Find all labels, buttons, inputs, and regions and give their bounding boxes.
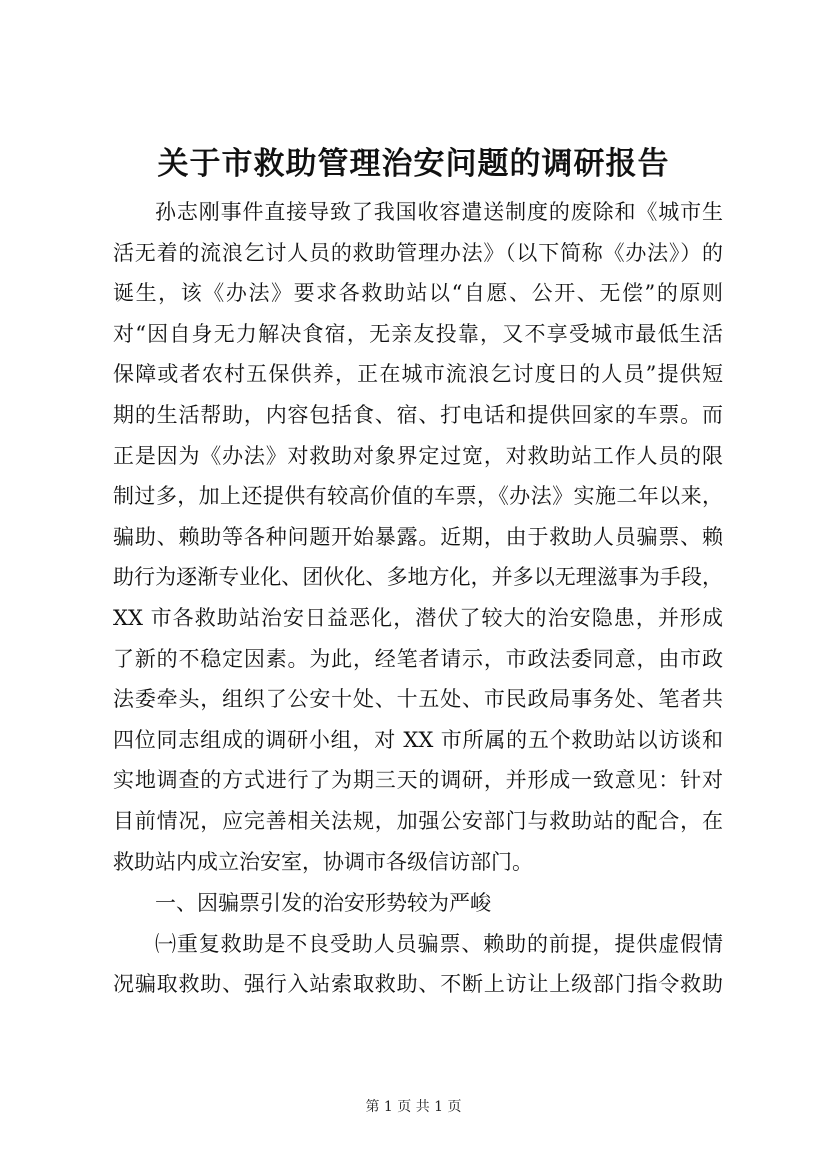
paragraph-2-line: 况骗取救助、强行入站索取救助、不断上访让上级部门指令救助 <box>113 972 723 997</box>
section-heading: 一、因骗票引发的治安形势较为严峻 <box>155 891 491 916</box>
paragraph-1-line: 孙志刚事件直接导致了我国收容遣送制度的废除和《城市生 <box>155 200 723 224</box>
document-body <box>113 192 723 1005</box>
paragraph-1-line: 期的生活帮助，内容包括食、宿、打电话和提供回家的车票。而 <box>113 402 723 427</box>
paragraph-1-line: 四位同志组成的调研小组，对 XX 市所属的五个救助站以访谈和 <box>113 727 723 752</box>
paragraph-1-line: 保障或者农村五保供养，正在城市流浪乞讨度日的人员”提供短 <box>113 362 723 387</box>
paragraph-2-line: ㈠重复救助是不良受助人员骗票、赖助的前提，提供虚假情 <box>155 931 723 956</box>
paragraph-1-line: 助行为逐渐专业化、团伙化、多地方化，并多以无理滋事为手段， <box>113 565 723 590</box>
paragraph-1-line: 骗助、赖助等各种问题开始暴露。近期，由于救助人员骗票、赖 <box>113 524 723 549</box>
page-footer: 第 1 页 共 1 页 <box>365 1099 462 1115</box>
paragraph-1-line: 诞生，该《办法》要求各救助站以“自愿、公开、无偿”的原则 <box>113 281 723 306</box>
paragraph-1-line: 活无着的流浪乞讨人员的救助管理办法》（以下简称《办法》）的 <box>113 240 723 265</box>
paragraph-1-line: 制过多，加上还提供有较高价值的车票，《办法》实施二年以来， <box>113 484 723 509</box>
document-title: 关于市救助管理治安问题的调研报告 <box>157 146 670 182</box>
paragraph-1-line: 法委牵头，组织了公安十处、十五处、市民政局事务处、笔者共 <box>113 687 723 712</box>
paragraph-1-line: 目前情况，应完善相关法规，加强公安部门与救助站的配合，在 <box>113 808 723 833</box>
paragraph-1-line: 对“因自身无力解决食宿，无亲友投靠，又不享受城市最低生活 <box>113 321 723 346</box>
paragraph-1-line: 实地调查的方式进行了为期三天的调研，并形成一致意见：针对 <box>113 768 723 793</box>
paragraph-1-line: 救助站内成立治安室，协调市各级信访部门。 <box>113 849 533 874</box>
paragraph-1-line: XX 市各救助站治安日益恶化，潜伏了较大的治安隐患，并形成 <box>113 605 723 630</box>
paragraph-1-line: 了新的不稳定因素。为此，经笔者请示，市政法委同意，由市政 <box>113 646 723 671</box>
paragraph-1-line: 正是因为《办法》对救助对象界定过宽，对救助站工作人员的限 <box>113 443 723 468</box>
